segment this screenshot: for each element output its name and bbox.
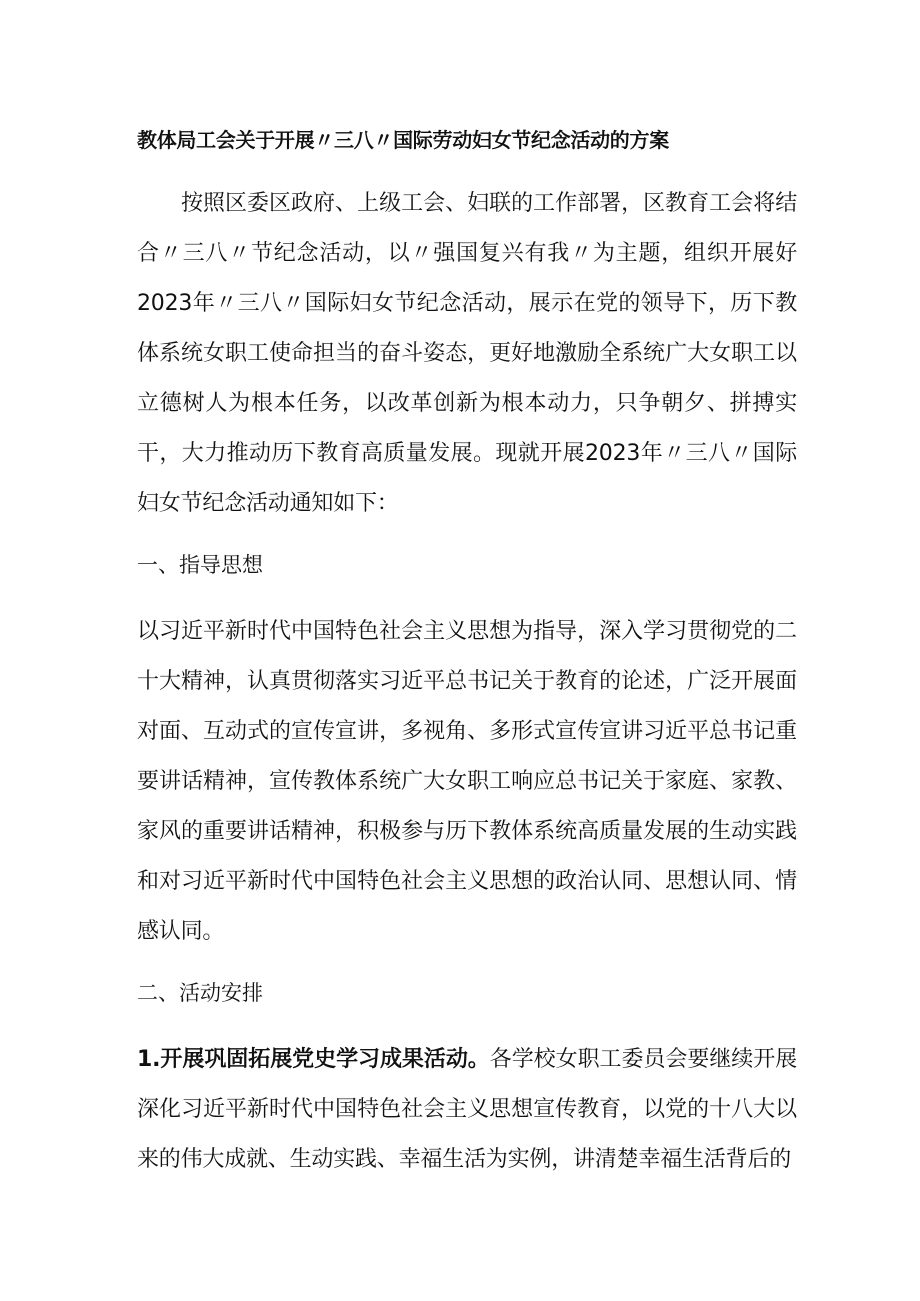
intro-paragraph: 按照区委区政府、上级工会、妇联的工作部署，区教育工会将结合〃三八〃节纪念活动，以〃强国复兴有我〃为主题，组织开展好2023年〃三八〃国际妇女节纪念活动，展示在党的领导下，历下教体系统女职工使命担当的奋斗姿态，更好地激励全系统广大女职工以立德树人为根本任务，以改革创新为根本动力，只争朝夕、拼搏实干，大力推动历下教育高质量发展。现就开展2023年〃三八〃国际妇女节纪念活动通知如下： (137, 191, 797, 516)
activity-item-1-lead: 1.开展巩固拓展党史学习成果活动。 (137, 1047, 490, 1072)
section-heading-guiding-ideology: 一、指导思想 (137, 553, 263, 577)
section-heading-activity-arrangement: 二、活动安排 (137, 981, 263, 1005)
guiding-ideology-paragraph: 以习近平新时代中国特色社会主义思想为指导，深入学习贯彻党的二十大精神，认真贯彻落实习近平总书记关于教育的论述，广泛开展面对面、互动式的宣传宣讲，多视角、多形式宣传宣讲习近平总书记重要讲话精神，宣传教体系统广大女职工响应总书记关于家庭、家教、家风的重要讲话精神，积极参与历下教体系统高质量发展的生动实践和对习近平新时代中国特色社会主义思想的政治认同、思想认同、情感认同。 (137, 619, 797, 944)
document-page (137, 122, 797, 1185)
activity-item-1-body: 各学校女职工委员会要继续开展深化习近平新时代中国特色社会主义思想宣传教育，以党的十八大以来的伟大成就、生动实践、幸福生活为实例，讲清楚幸福生活背后的 (137, 1047, 797, 1172)
document-title: 教体局工会关于开展〃三八〃国际劳动妇女节纪念活动的方案 (137, 128, 669, 152)
activity-item-1-paragraph (137, 1035, 797, 1185)
